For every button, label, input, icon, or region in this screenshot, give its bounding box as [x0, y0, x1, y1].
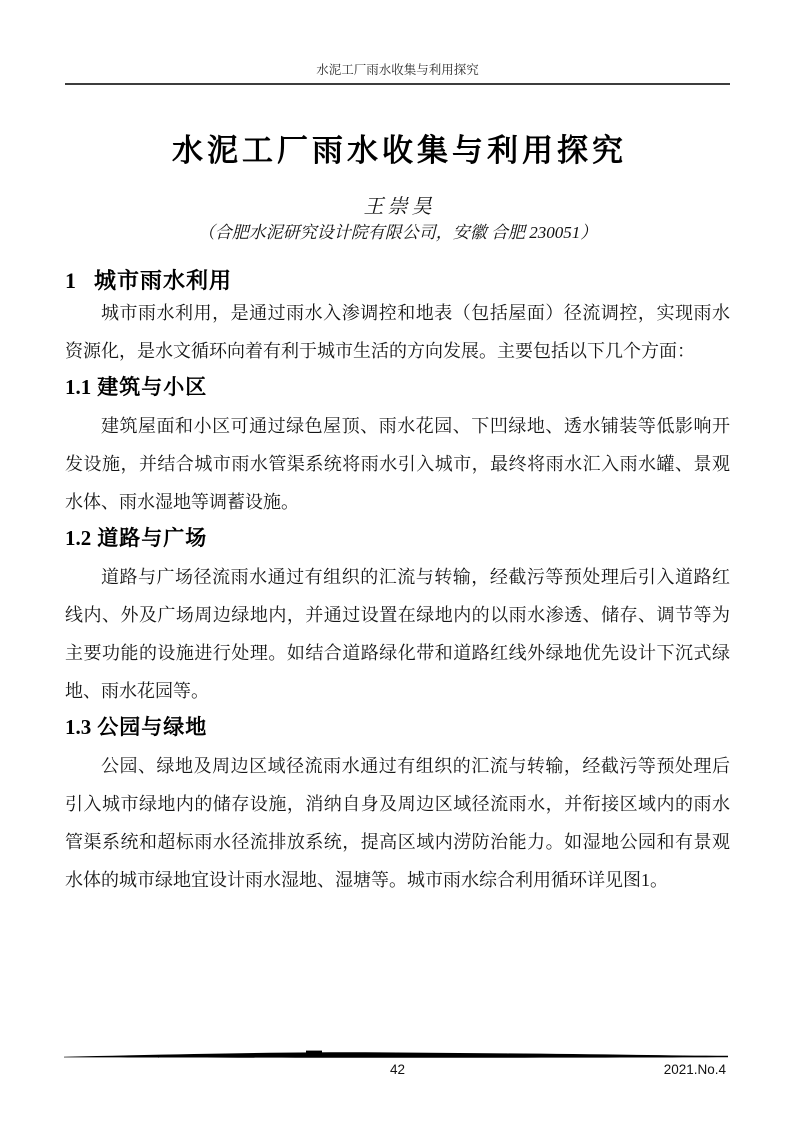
footer-ink-stroke-decoration	[64, 1047, 728, 1059]
section-number: 1	[65, 268, 76, 293]
section-title: 城市雨水利用	[94, 268, 233, 293]
issue-label: 2021.No.4	[663, 1062, 726, 1077]
section-paragraph: 城市雨水利用，是通过雨水入渗调控和地表（包括屋面）径流调控，实现雨水资源化，是水文循环向着有利于城市生活的方向发展。主要包括以下几个方面：	[65, 303, 730, 361]
article-body	[65, 86, 730, 899]
section-paragraph: 道路与广场径流雨水通过有组织的汇流与转输，经截污等预处理后引入道路红线内、外及广场周边绿地内，并通过设置在绿地内的以雨水渗透、储存、调节等为主要功能的设施进行处理。如结合道路绿化带和道路红线外绿地优先设计下沉式绿地、雨水花园等。	[65, 567, 730, 701]
section-paragraph: 公园、绿地及周边区域径流雨水通过有组织的汇流与转输，经截污等预处理后引入城市绿地内的储存设施，消纳自身及周边区域径流雨水，并衔接区域内的雨水管渠系统和超标雨水径流排放系统，提高区域内涝防治能力。如湿地公园和有景观水体的城市绿地宜设计雨水湿地、湿塘等。城市雨水综合利用循环详见图1。	[65, 756, 730, 890]
section-heading-1-2	[65, 525, 730, 552]
section-number: 1.3	[65, 715, 92, 739]
section-number: 1.2	[65, 526, 92, 550]
section-heading-1-1	[65, 374, 730, 401]
running-header	[65, 62, 730, 85]
section-title: 道路与广场	[97, 527, 208, 550]
section-title: 公园与绿地	[97, 716, 208, 739]
page-footer	[65, 1062, 730, 1080]
article-title: 水泥工厂雨水收集与利用探究	[172, 133, 627, 168]
author-affiliation: （合肥水泥研究设计院有限公司，安徽 合肥 230051）	[197, 223, 598, 242]
author-name: 王崇昊	[363, 196, 436, 218]
section-paragraph: 建筑屋面和小区可通过绿色屋顶、雨水花园、下凹绿地、透水铺装等低影响开发设施，并结合城市雨水管渠系统将雨水引入城市，最终将雨水汇入雨水罐、景观水体、雨水湿地等调蓄设施。	[65, 416, 730, 512]
section-heading-1	[65, 268, 730, 294]
section-number: 1.1	[65, 375, 92, 399]
section-title: 建筑与小区	[97, 376, 208, 399]
page-number: 42	[389, 1062, 406, 1077]
section-heading-1-3	[65, 714, 730, 741]
running-title: 水泥工厂雨水收集与利用探究	[316, 63, 479, 77]
